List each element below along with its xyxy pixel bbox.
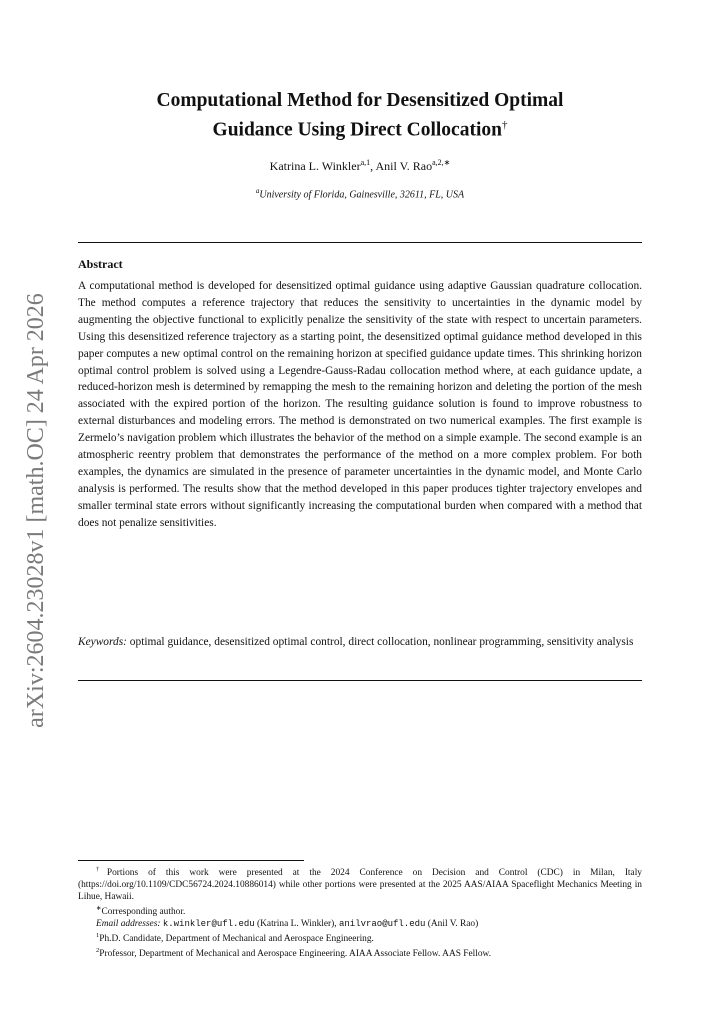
keywords xyxy=(78,634,642,651)
footnote-rule xyxy=(78,860,304,861)
affiliation-sup: a xyxy=(255,187,260,195)
title-line-2-text: Guidance Using Direct Collocation xyxy=(212,119,502,141)
affiliation-text: University of Florida, Gainesville, 32611, FL, USA xyxy=(259,189,465,201)
footnote-corr-mark: ∗ xyxy=(96,905,102,913)
abstract-heading: Abstract xyxy=(78,257,123,271)
author-separator: , xyxy=(370,159,376,173)
footnote-1-text: Ph.D. Candidate, Department of Mechanical and Aerospace Engineering. xyxy=(99,934,374,945)
footnote-1-mark: 1 xyxy=(96,932,100,940)
arxiv-identifier-stamp xyxy=(18,280,54,740)
title-line-1: Computational Method for Desensitized Optimal xyxy=(156,90,564,111)
footnote-2-text: Professor, Department of Mechanical and Aerospace Engineering. AIAA Associate Fellow. AAS Fellow. xyxy=(99,949,492,960)
footnote-dagger-mark: † xyxy=(96,866,107,873)
footnotes xyxy=(78,864,642,961)
abstract-top-rule xyxy=(78,242,642,243)
arxiv-identifier-text: arXiv:2604.23028v1 [math.OC] 24 Apr 2026 xyxy=(22,292,49,728)
footnote-corr-text: Corresponding author. xyxy=(101,907,186,918)
author-1-name: Katrina L. Winkler xyxy=(269,159,361,173)
footnote-corresponding xyxy=(78,903,642,918)
title-line-2 xyxy=(78,113,642,143)
author-1-sup: a,1 xyxy=(360,158,371,167)
author-2-sup: a,2,∗ xyxy=(432,158,451,167)
keywords-text: optimal guidance, desensitized optimal control, direct collocation, nonlinear programming, sensitivity analysis xyxy=(129,636,634,648)
author-list xyxy=(78,158,642,174)
abstract-bottom-rule xyxy=(78,680,642,681)
footnote-2-mark: 2 xyxy=(96,947,100,955)
email-label: Email addresses: xyxy=(96,919,161,930)
email-2-link[interactable]: anilvrao@ufl.edu xyxy=(339,919,426,930)
footnote-1 xyxy=(78,930,642,945)
email-2-owner: (Anil V. Rao) xyxy=(427,919,479,930)
keywords-label: Keywords: xyxy=(78,636,127,648)
affiliation xyxy=(78,187,642,200)
footnote-emails xyxy=(78,918,642,930)
footnote-dagger xyxy=(78,864,642,903)
email-1-link[interactable]: k.winkler@ufl.edu xyxy=(162,919,255,930)
footnote-2 xyxy=(78,945,642,960)
paper-title xyxy=(78,88,642,143)
footnote-dagger-text: Portions of this work were presented at the 2024 Conference on Decision and Control (CDC) in Milan, Italy (https://doi.org/10.1109/CDC56724.2024.10886014) while other portions were presented at the 2025 AAS/AIAA Spaceflight Mechanics Meeting in Lihue, Hawaii. xyxy=(78,868,642,903)
email-1-owner: (Katrina L. Winkler), xyxy=(257,919,337,930)
author-2-name: Anil V. Rao xyxy=(375,159,433,173)
title-dagger: † xyxy=(501,119,508,131)
abstract-body: A computational method is developed for desensitized optimal guidance using adaptive Gaussian quadrature collocation. The method computes a reference trajectory that reduces the sensitivity to uncertainties in the dynamic model by augmenting the objective functional to explicitly penalize the sensitivity of the state with respect to uncertain parameters. Using this desensitized reference trajectory as a starting point, the desensitized optimal guidance method developed in this paper computes a new optimal control on the remaining horizon at specified guidance update times. This shrinking horizon optimal control problem is solved using a Legendre-Gauss-Radau collocation method where, at each guidance update, a reduced-horizon mesh is determined by remapping the mesh to the remaining horizon and deleting the portion of the mesh associated with the expired portion of the horizon. The resulting guidance solution is found to improve robustness to external disturbances and modeling errors. The method is demonstrated on two numerical examples. The first example is Zermelo’s navigation problem which illustrates the behavior of the method on a simple example. The second example is an atmospheric reentry problem that demonstrates the performance of the method on a more complex problem. For both examples, the dynamics are simulated in the presence of parameter uncertainties in the dynamic model, and Monte Carlo analysis is performed. The results show that the method developed in this paper produces tighter trajectory envelopes and smaller terminal state errors without significantly increasing the computational burden when compared with a method that does not penalize sensitivities. xyxy=(78,280,642,529)
